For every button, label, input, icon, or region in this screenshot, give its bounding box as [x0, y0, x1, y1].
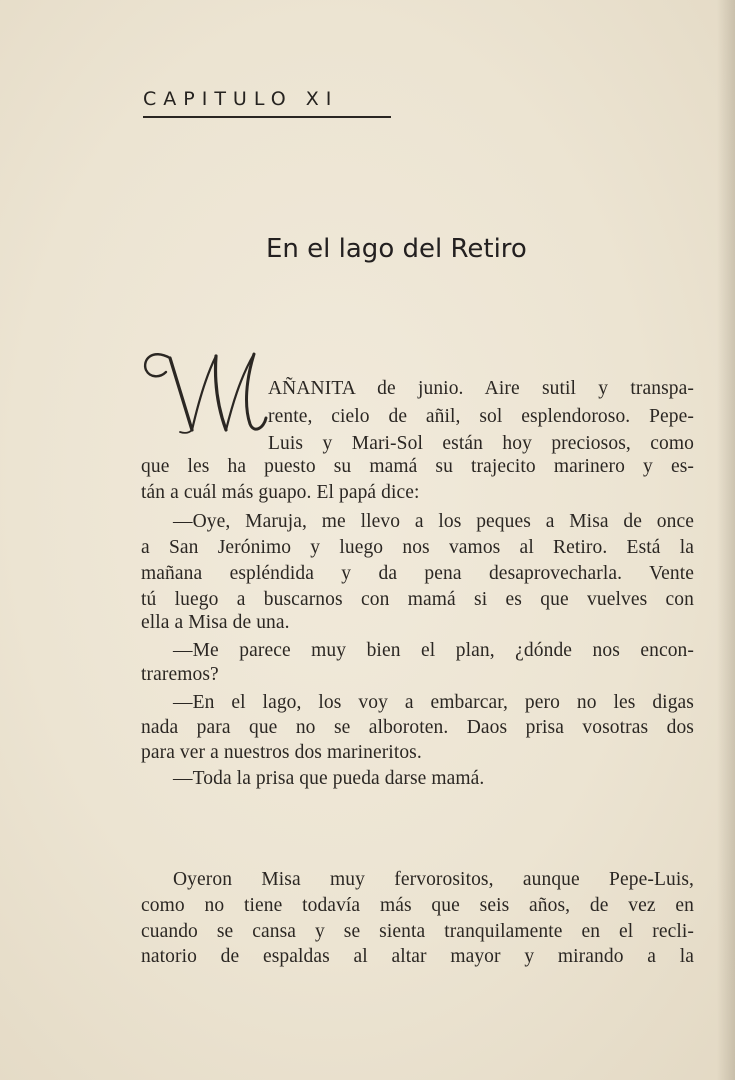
text-line: —Oye, Maruja, me llevo a los peques a Misa de once: [173, 511, 694, 532]
text-line: AÑANITA de junio. Aire sutil y transpa-: [268, 378, 694, 399]
chapter-heading: CAPITULO XI: [143, 88, 339, 110]
text-line: —Toda la prisa que pueda darse mamá.: [173, 768, 485, 789]
text-line: mañana espléndida y da pena desaprovecharla. Vente: [141, 563, 694, 584]
text-line: —En el lago, los voy a embarcar, pero no les digas: [173, 692, 694, 713]
text-line: a San Jerónimo y luego nos vamos al Retiro. Está la: [141, 537, 694, 558]
chapter-title: En el lago del Retiro: [266, 234, 527, 264]
text-line: tán a cuál más guapo. El papá dice:: [141, 482, 420, 503]
text-line: rente, cielo de añil, sol esplendoroso. Pepe-: [268, 406, 694, 427]
text-line: natorio de espaldas al altar mayor y mirando a la: [141, 946, 694, 967]
text-line: traremos?: [141, 664, 219, 685]
text-line: para ver a nuestros dos marineritos.: [141, 742, 422, 763]
page-edge-shadow: [717, 0, 735, 1080]
text-line: que les ha puesto su mamá su trajecito marinero y es-: [141, 456, 694, 477]
text-line: nada para que no se alboroten. Daos prisa vosotras dos: [141, 717, 694, 738]
text-line: como no tiene todavía más que seis años, de vez en: [141, 895, 694, 916]
dropcap-letter-m: [140, 344, 268, 436]
text-line: cuando se cansa y se sienta tranquilamente en el recli-: [141, 921, 694, 942]
chapter-heading-rule: [143, 116, 391, 118]
text-line: ella a Misa de una.: [141, 612, 290, 633]
text-line: Luis y Mari-Sol están hoy preciosos, como: [268, 433, 694, 454]
text-line: Oyeron Misa muy fervorositos, aunque Pepe-Luis,: [173, 869, 694, 890]
text-line: tú luego a buscarnos con mamá si es que vuelves con: [141, 589, 694, 610]
text-line: —Me parece muy bien el plan, ¿dónde nos encon-: [173, 640, 694, 661]
